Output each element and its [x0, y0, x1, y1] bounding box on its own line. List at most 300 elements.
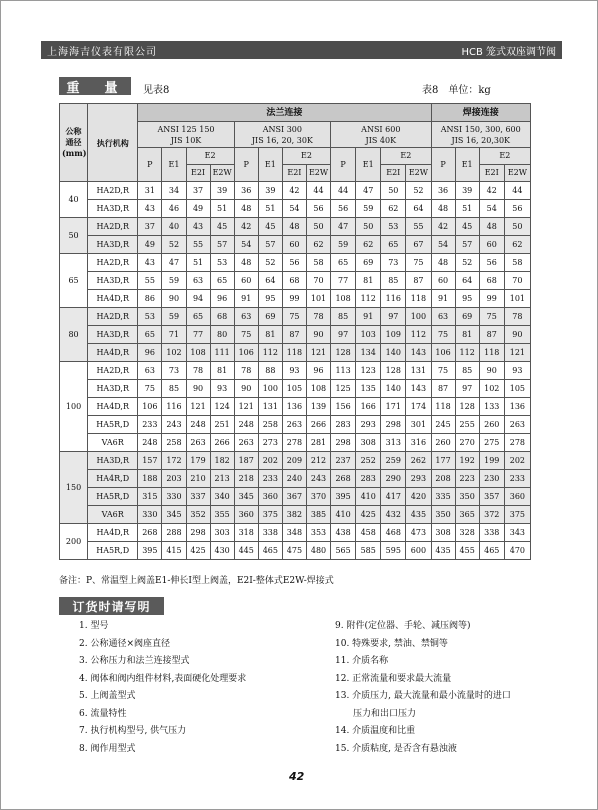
weight-cell: 375	[258, 506, 282, 524]
header-p: P	[138, 148, 162, 182]
dn-cell: 65	[60, 254, 88, 308]
weight-cell: 78	[234, 362, 258, 380]
weight-cell: 102	[162, 344, 186, 362]
weight-cell: 121	[306, 344, 330, 362]
actuator-cell: HA3D,R	[88, 272, 138, 290]
weight-cell: 281	[306, 434, 330, 452]
actuator-cell: HA3D,R	[88, 236, 138, 254]
weight-cell: 60	[282, 236, 306, 254]
weight-cell: 55	[186, 236, 210, 254]
header-e2: E2	[282, 148, 330, 165]
weight-cell: 59	[162, 308, 186, 326]
weight-cell: 108	[331, 290, 356, 308]
header-std-group-1: ANSI 125 150 JIS 10K	[138, 122, 234, 148]
weight-cell: 51	[455, 200, 479, 218]
weight-cell: 96	[306, 362, 330, 380]
weight-cell: 260	[431, 434, 455, 452]
weight-cell: 75	[234, 326, 258, 344]
weight-section-title: 重 量	[59, 77, 131, 95]
weight-cell: 68	[282, 272, 306, 290]
table-row	[60, 272, 531, 290]
weight-cell: 340	[210, 488, 234, 506]
weight-cell: 62	[381, 200, 406, 218]
order-item: 12. 正常流量和要求最大流量	[335, 673, 452, 684]
weight-cell: 102	[479, 380, 504, 398]
weight-cell: 91	[356, 308, 381, 326]
weight-cell: 47	[162, 254, 186, 272]
weight-cell: 218	[234, 470, 258, 488]
weight-cell: 166	[356, 398, 381, 416]
weight-cell: 438	[331, 524, 356, 542]
weight-cell: 212	[306, 452, 330, 470]
weight-table	[59, 103, 531, 560]
weight-cell: 97	[455, 380, 479, 398]
order-item: 7. 执行机构型号, 供气压力	[79, 726, 187, 736]
weight-cell: 283	[331, 416, 356, 434]
weight-cell: 90	[306, 326, 330, 344]
weight-cell: 248	[138, 434, 162, 452]
actuator-cell: HA2D,R	[88, 218, 138, 236]
weight-cell: 75	[431, 362, 455, 380]
weight-cell: 64	[406, 200, 431, 218]
weight-cell: 39	[258, 182, 282, 200]
weight-cell: 75	[138, 380, 162, 398]
actuator-cell: HA5R,D	[88, 542, 138, 560]
weight-cell: 51	[210, 200, 234, 218]
weight-cell: 128	[381, 362, 406, 380]
weight-cell: 42	[479, 182, 504, 200]
header-e2w: E2W	[406, 165, 431, 182]
weight-cell: 455	[455, 542, 479, 560]
order-list-right	[335, 618, 511, 758]
weight-cell: 116	[381, 290, 406, 308]
order-item: 10. 特殊要求, 禁油、禁铜等	[335, 638, 448, 649]
weight-cell: 111	[210, 344, 234, 362]
weight-cell: 37	[186, 182, 210, 200]
weight-cell: 75	[479, 308, 504, 326]
weight-cell: 278	[504, 434, 530, 452]
weight-cell: 109	[381, 326, 406, 344]
weight-cell: 318	[234, 524, 258, 542]
weight-cell: 143	[406, 344, 431, 362]
weight-cell: 112	[455, 344, 479, 362]
weight-cell: 395	[138, 542, 162, 560]
weight-cell: 62	[504, 236, 530, 254]
weight-cell: 252	[356, 452, 381, 470]
weight-cell: 97	[331, 326, 356, 344]
weight-cell: 85	[381, 272, 406, 290]
dn-cell: 200	[60, 524, 88, 560]
weight-cell: 135	[356, 380, 381, 398]
weight-cell: 202	[258, 452, 282, 470]
header-dn: 公称通径(mm)	[60, 104, 88, 182]
weight-cell: 57	[210, 236, 234, 254]
weight-cell: 124	[210, 398, 234, 416]
weight-cell: 39	[455, 182, 479, 200]
weight-cell: 85	[162, 380, 186, 398]
weight-cell: 445	[234, 542, 258, 560]
table-row	[60, 416, 531, 434]
weight-cell: 118	[406, 290, 431, 308]
header-e2w: E2W	[504, 165, 530, 182]
weight-cell: 54	[282, 200, 306, 218]
header-e2w: E2W	[306, 165, 330, 182]
actuator-cell: HA2D,R	[88, 308, 138, 326]
weight-cell: 57	[258, 236, 282, 254]
dn-cell: 150	[60, 452, 88, 524]
order-item: 15. 介质粘度, 是否含有悬浊液	[335, 743, 457, 754]
weight-cell: 585	[356, 542, 381, 560]
weight-cell: 60	[431, 272, 455, 290]
weight-cell: 56	[282, 254, 306, 272]
actuator-cell: HA4D,R	[88, 398, 138, 416]
weight-cell: 192	[455, 452, 479, 470]
weight-cell: 243	[306, 470, 330, 488]
weight-cell: 48	[431, 200, 455, 218]
weight-cell: 133	[479, 398, 504, 416]
weight-cell: 81	[210, 362, 234, 380]
weight-cell: 116	[162, 398, 186, 416]
weight-cell: 350	[455, 488, 479, 506]
weight-cell: 565	[331, 542, 356, 560]
weight-cell: 136	[282, 398, 306, 416]
weight-cell: 86	[138, 290, 162, 308]
table-row	[60, 434, 531, 452]
table-row	[60, 488, 531, 506]
weight-cell: 56	[306, 200, 330, 218]
weight-cell: 99	[282, 290, 306, 308]
table-row	[60, 506, 531, 524]
weight-cell: 101	[504, 290, 530, 308]
weight-cell: 51	[258, 200, 282, 218]
weight-cell: 56	[504, 200, 530, 218]
order-item: 4. 阀体和阀内组件材料,表面硬化处理要求	[79, 673, 247, 684]
weight-cell: 355	[210, 506, 234, 524]
table-row	[60, 254, 531, 272]
weight-cell: 42	[234, 218, 258, 236]
weight-cell: 103	[356, 326, 381, 344]
company-name: 上海海吉仪表有限公司	[47, 46, 157, 58]
weight-cell: 465	[258, 542, 282, 560]
weight-cell: 34	[162, 182, 186, 200]
weight-cell: 350	[431, 506, 455, 524]
weight-cell: 182	[210, 452, 234, 470]
weight-cell: 60	[234, 272, 258, 290]
weight-cell: 64	[258, 272, 282, 290]
weight-cell: 75	[431, 326, 455, 344]
weight-cell: 94	[186, 290, 210, 308]
weight-cell: 213	[210, 470, 234, 488]
weight-cell: 108	[186, 344, 210, 362]
weight-cell: 50	[306, 218, 330, 236]
table-row	[60, 308, 531, 326]
weight-cell: 42	[431, 218, 455, 236]
header-std-group-2: ANSI 300 JIS 16, 20, 30K	[234, 122, 330, 148]
weight-cell: 44	[504, 182, 530, 200]
order-item: 3. 公称压力和法兰连接型式	[79, 656, 190, 666]
weight-cell: 78	[186, 362, 210, 380]
weight-cell: 45	[455, 218, 479, 236]
weight-cell: 348	[282, 524, 306, 542]
weight-cell: 52	[258, 254, 282, 272]
weight-cell: 54	[234, 236, 258, 254]
weight-cell: 95	[455, 290, 479, 308]
weight-cell: 134	[356, 344, 381, 362]
header-flange: 法兰连接	[138, 104, 431, 122]
weight-cell: 237	[331, 452, 356, 470]
weight-cell: 42	[282, 182, 306, 200]
weight-cell: 65	[138, 326, 162, 344]
weight-cell: 263	[282, 416, 306, 434]
actuator-cell: HA4D,R	[88, 524, 138, 542]
weight-cell: 313	[381, 434, 406, 452]
weight-cell: 263	[234, 434, 258, 452]
weight-cell: 156	[331, 398, 356, 416]
weight-cell: 315	[138, 488, 162, 506]
weight-cell: 71	[162, 326, 186, 344]
weight-cell: 73	[381, 254, 406, 272]
weight-cell: 258	[162, 434, 186, 452]
weight-cell: 301	[406, 416, 431, 434]
page-number: 42	[289, 770, 305, 783]
table-row	[60, 524, 531, 542]
weight-cell: 259	[381, 452, 406, 470]
weight-cell: 139	[306, 398, 330, 416]
weight-cell: 357	[479, 488, 504, 506]
weight-cell: 316	[406, 434, 431, 452]
weight-cell: 395	[331, 488, 356, 506]
weight-cell: 100	[258, 380, 282, 398]
weight-cell: 91	[234, 290, 258, 308]
weight-cell: 90	[234, 380, 258, 398]
weight-cell: 44	[306, 182, 330, 200]
weight-cell: 365	[455, 506, 479, 524]
weight-cell: 263	[504, 416, 530, 434]
weight-cell: 47	[356, 182, 381, 200]
weight-cell: 179	[186, 452, 210, 470]
weight-cell: 90	[186, 380, 210, 398]
weight-cell: 360	[234, 506, 258, 524]
weight-cell: 370	[306, 488, 330, 506]
weight-cell: 53	[381, 218, 406, 236]
weight-cell: 106	[234, 344, 258, 362]
actuator-cell: HA2D,R	[88, 254, 138, 272]
weight-cell: 298	[331, 434, 356, 452]
table-row	[60, 182, 531, 200]
header-e2i: E2I	[186, 165, 210, 182]
weight-cell: 435	[431, 542, 455, 560]
weight-cell: 465	[479, 542, 504, 560]
weight-cell: 37	[138, 218, 162, 236]
weight-cell: 210	[186, 470, 210, 488]
actuator-cell: HA5R,D	[88, 416, 138, 434]
weight-cell: 99	[479, 290, 504, 308]
weight-cell: 121	[234, 398, 258, 416]
weight-cell: 203	[162, 470, 186, 488]
weight-cell: 278	[282, 434, 306, 452]
order-item: 11. 介质名称	[335, 656, 389, 666]
actuator-cell: VA6R	[88, 506, 138, 524]
weight-cell: 106	[138, 398, 162, 416]
weight-cell: 63	[234, 308, 258, 326]
header-p: P	[431, 148, 455, 182]
weight-cell: 480	[306, 542, 330, 560]
weight-cell: 75	[406, 254, 431, 272]
product-name: HCB 笼式双座调节阀	[461, 46, 556, 58]
weight-cell: 65	[331, 254, 356, 272]
weight-cell: 49	[186, 200, 210, 218]
weight-cell: 251	[210, 416, 234, 434]
weight-cell: 230	[479, 470, 504, 488]
dn-cell: 40	[60, 182, 88, 218]
weight-cell: 345	[162, 506, 186, 524]
weight-cell: 172	[162, 452, 186, 470]
weight-cell: 199	[479, 452, 504, 470]
weight-cell: 260	[479, 416, 504, 434]
weight-cell: 62	[356, 236, 381, 254]
weight-cell: 93	[282, 362, 306, 380]
weight-cell: 308	[356, 434, 381, 452]
order-item: 压力和出口压力	[335, 708, 417, 719]
header-e1: E1	[455, 148, 479, 182]
weight-cell: 62	[306, 236, 330, 254]
weight-cell: 48	[234, 254, 258, 272]
weight-cell: 88	[258, 362, 282, 380]
weight-cell: 48	[479, 218, 504, 236]
weight-cell: 410	[331, 506, 356, 524]
header-e1: E1	[162, 148, 186, 182]
header-e2i: E2I	[381, 165, 406, 182]
weight-cell: 59	[331, 236, 356, 254]
order-item: 14. 介质温度和比重	[335, 726, 416, 736]
weight-cell: 360	[504, 488, 530, 506]
weight-cell: 81	[356, 272, 381, 290]
weight-cell: 39	[210, 182, 234, 200]
weight-cell: 59	[162, 272, 186, 290]
weight-cell: 78	[306, 308, 330, 326]
weight-cell: 47	[331, 218, 356, 236]
weight-cell: 45	[258, 218, 282, 236]
weight-cell: 93	[504, 362, 530, 380]
weight-cell: 328	[455, 524, 479, 542]
weight-cell: 64	[455, 272, 479, 290]
weight-cell: 245	[431, 416, 455, 434]
weight-cell: 298	[381, 416, 406, 434]
weight-cell: 57	[455, 236, 479, 254]
weight-cell: 121	[504, 344, 530, 362]
actuator-cell: HA4D,R	[88, 290, 138, 308]
weight-cell: 112	[258, 344, 282, 362]
weight-cell: 475	[282, 542, 306, 560]
order-item: 9. 附件(定位器、手轮、减压阀等)	[335, 621, 471, 631]
table-row	[60, 218, 531, 236]
dn-cell: 80	[60, 308, 88, 362]
weight-cell: 468	[381, 524, 406, 542]
weight-cell: 177	[431, 452, 455, 470]
order-section-title: 订货时请写明	[59, 597, 164, 615]
weight-cell: 209	[282, 452, 306, 470]
weight-cell: 432	[381, 506, 406, 524]
weight-cell: 345	[234, 488, 258, 506]
header-e2i: E2I	[479, 165, 504, 182]
actuator-cell: HA3D,R	[88, 326, 138, 344]
weight-cell: 410	[356, 488, 381, 506]
weight-cell: 105	[282, 380, 306, 398]
weight-cell: 63	[431, 308, 455, 326]
actuator-cell: HA5R,D	[88, 488, 138, 506]
table-remark: 备注：P、常温型上阀盖E1-伸长Ⅰ型上阀盖，E2Ⅰ-整体式E2W-焊接式	[59, 576, 334, 586]
weight-cell: 255	[455, 416, 479, 434]
weight-cell: 131	[406, 362, 431, 380]
table-row	[60, 344, 531, 362]
weight-cell: 118	[431, 398, 455, 416]
weight-cell: 375	[504, 506, 530, 524]
weight-cell: 470	[504, 542, 530, 560]
weight-cell: 473	[406, 524, 431, 542]
weight-cell: 73	[162, 362, 186, 380]
table-row	[60, 542, 531, 560]
weight-cell: 90	[479, 362, 504, 380]
weight-cell: 262	[406, 452, 431, 470]
weight-cell: 595	[381, 542, 406, 560]
weight-cell: 273	[258, 434, 282, 452]
weight-cell: 417	[381, 488, 406, 506]
order-item: 5. 上阀盖型式	[79, 691, 136, 701]
weight-cell: 258	[258, 416, 282, 434]
weight-cell: 50	[381, 182, 406, 200]
weight-cell: 330	[162, 488, 186, 506]
order-item: 1. 型号	[79, 621, 109, 631]
weight-cell: 283	[356, 470, 381, 488]
header-e1: E1	[356, 148, 381, 182]
weight-cell: 68	[210, 308, 234, 326]
weight-cell: 308	[431, 524, 455, 542]
header-p: P	[234, 148, 258, 182]
weight-cell: 140	[381, 344, 406, 362]
weight-cell: 69	[455, 308, 479, 326]
weight-cell: 53	[210, 254, 234, 272]
weight-cell: 112	[406, 326, 431, 344]
weight-cell: 136	[504, 398, 530, 416]
weight-cell: 70	[504, 272, 530, 290]
weight-cell: 174	[406, 398, 431, 416]
weight-cell: 96	[138, 344, 162, 362]
weight-cell: 112	[356, 290, 381, 308]
weight-cell: 266	[306, 416, 330, 434]
weight-cell: 97	[381, 308, 406, 326]
weight-cell: 188	[138, 470, 162, 488]
weight-cell: 430	[210, 542, 234, 560]
header-e2: E2	[381, 148, 431, 165]
weight-cell: 123	[356, 362, 381, 380]
weight-cell: 78	[504, 308, 530, 326]
weight-cell: 53	[138, 308, 162, 326]
weight-cell: 43	[138, 254, 162, 272]
weight-cell: 46	[162, 200, 186, 218]
weight-cell: 233	[138, 416, 162, 434]
weight-cell: 69	[356, 254, 381, 272]
weight-cell: 43	[186, 218, 210, 236]
weight-cell: 458	[356, 524, 381, 542]
order-item: 2. 公称通径×阀座直径	[79, 638, 170, 649]
weight-cell: 48	[234, 200, 258, 218]
weight-cell: 243	[162, 416, 186, 434]
weight-cell: 108	[306, 380, 330, 398]
weight-cell: 65	[210, 272, 234, 290]
weight-cell: 420	[406, 488, 431, 506]
weight-cell: 233	[504, 470, 530, 488]
see-table-note: 见表8	[143, 85, 170, 96]
